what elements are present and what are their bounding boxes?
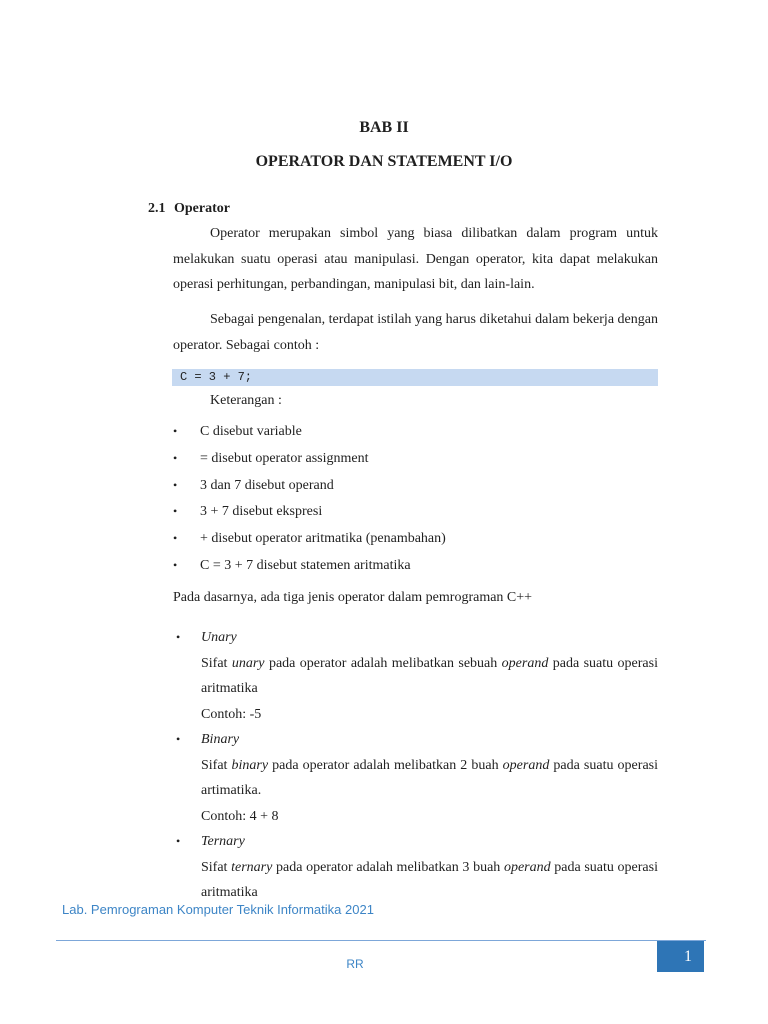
operator-type-example: Contoh: 4 + 8 bbox=[201, 808, 279, 824]
operator-type-binary bbox=[176, 727, 658, 829]
operator-type-name: Ternary bbox=[201, 834, 245, 849]
section-number: 2.1 bbox=[148, 201, 166, 216]
operator-type-unary bbox=[176, 625, 658, 727]
bullet-icon: • bbox=[173, 531, 178, 546]
operator-type-name: Binary bbox=[201, 732, 240, 747]
chapter-heading: BAB II bbox=[359, 119, 409, 136]
bullet-icon: • bbox=[173, 450, 178, 465]
code-text: C = 3 + 7; bbox=[180, 370, 253, 384]
bullet-icon: • bbox=[173, 424, 178, 438]
footer-lab-name: Lab. Pemrograman Komputer Teknik Informatika 2021 bbox=[62, 902, 374, 917]
list-item: • + disebut operator aritmatika (penambahan) bbox=[173, 525, 446, 552]
bullet-icon: • bbox=[173, 504, 178, 519]
list-item: • C = 3 + 7 disebut statemen aritmatika bbox=[173, 552, 446, 579]
list-item: • 3 + 7 disebut ekspresi bbox=[173, 498, 446, 525]
operator-type-description: Sifat binary pada operator adalah melibatkan 2 buah operand pada suatu operasi artimatika. bbox=[201, 757, 658, 798]
section-heading bbox=[148, 201, 230, 217]
page-number: 1 bbox=[657, 941, 704, 972]
list-item: • 3 dan 7 disebut operand bbox=[173, 472, 446, 499]
operator-type-description: Sifat unary pada operator adalah melibatkan sebuah operand pada suatu operasi aritmatika bbox=[201, 655, 658, 696]
operator-types-intro: Pada dasarnya, ada tiga jenis operator dalam pemrograman C++ bbox=[173, 590, 533, 605]
footer-initials: RR bbox=[346, 957, 364, 971]
operator-type-name: Unary bbox=[201, 630, 237, 645]
operator-types-list bbox=[176, 625, 658, 906]
paragraph-introduction: Sebagai pengenalan, terdapat istilah yang harus diketahui dalam bekerja dengan operator. Sebagai contoh : bbox=[173, 312, 658, 353]
operator-type-ternary bbox=[176, 829, 658, 906]
bullet-icon: • bbox=[173, 557, 178, 572]
section-title: Operator bbox=[174, 201, 230, 216]
list-item: • C disebut variable bbox=[173, 418, 446, 445]
term-list bbox=[173, 418, 446, 579]
bullet-icon: • bbox=[176, 732, 181, 746]
chapter-title: OPERATOR DAN STATEMENT I/O bbox=[255, 153, 513, 170]
paragraph-operator-definition: Operator merupakan simbol yang biasa dilibatkan dalam program untuk melakukan suatu operasi atau manipulasi. Dengan operator, kita dapat melakukan operasi perhitungan, perbandingan, manipulasi bit, dan lain-lain. bbox=[173, 226, 658, 292]
keterangan-label: Keterangan : bbox=[210, 393, 282, 408]
operator-type-example: Contoh: -5 bbox=[201, 706, 262, 722]
bullet-icon: • bbox=[173, 477, 178, 492]
bullet-icon: • bbox=[176, 630, 181, 644]
footer-divider bbox=[56, 940, 706, 941]
list-item: • = disebut operator assignment bbox=[173, 445, 446, 472]
operator-type-description: Sifat ternary pada operator adalah melibatkan 3 buah operand pada suatu operasi aritmatika bbox=[201, 859, 658, 900]
code-block bbox=[172, 369, 658, 386]
bullet-icon: • bbox=[176, 834, 181, 848]
